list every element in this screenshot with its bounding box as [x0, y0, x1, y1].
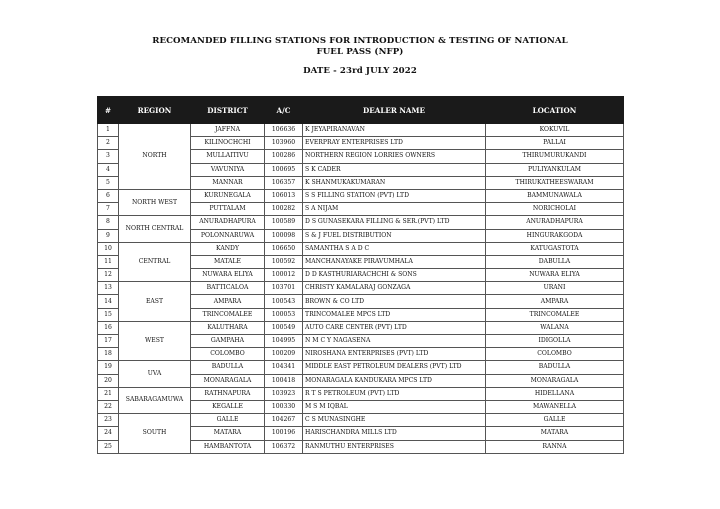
district-cell: MULLAITIVU: [191, 150, 265, 163]
row-number: 7: [98, 203, 119, 216]
location-cell: HINGURAKGODA: [486, 229, 624, 242]
district-cell: KILINOCHCHI: [191, 137, 265, 150]
region-cell: SABARAGAMUWA: [119, 387, 191, 413]
table-row: [98, 124, 624, 137]
ac-cell: 100282: [265, 203, 303, 216]
district-cell: HAMBANTOTA: [191, 440, 265, 453]
row-number: 23: [98, 414, 119, 427]
ac-cell: 100053: [265, 308, 303, 321]
location-cell: THIRUMURUKANDI: [486, 150, 624, 163]
dealer-name-cell: S A NIJAM: [303, 203, 486, 216]
ac-cell: 106013: [265, 189, 303, 202]
region-cell: SOUTH: [119, 414, 191, 454]
location-cell: IDIGOLLA: [486, 335, 624, 348]
row-number: 4: [98, 163, 119, 176]
location-cell: URANI: [486, 282, 624, 295]
region-cell: NORTH CENTRAL: [119, 216, 191, 242]
location-cell: BADULLA: [486, 361, 624, 374]
row-number: 6: [98, 189, 119, 202]
dealer-name-cell: R T S PETROLEUM (PVT) LTD: [303, 387, 486, 400]
district-cell: MONARAGALA: [191, 374, 265, 387]
district-cell: GAMPAHA: [191, 335, 265, 348]
table-body: [98, 124, 624, 454]
row-number: 18: [98, 348, 119, 361]
row-number: 19: [98, 361, 119, 374]
row-number: 3: [98, 150, 119, 163]
dealer-name-cell: AUTO CARE CENTER (PVT) LTD: [303, 321, 486, 334]
region-cell: NORTH: [119, 124, 191, 190]
document-title-line2: FUEL PASS (NFP): [316, 47, 404, 57]
district-cell: JAFFNA: [191, 124, 265, 137]
dealer-name-cell: NORTHERN REGION LORRIES OWNERS: [303, 150, 486, 163]
dealer-name-cell: HARISCHANDRA MILLS LTD: [303, 427, 486, 440]
header-region: REGION: [119, 97, 191, 124]
location-cell: NORICHOLAI: [486, 203, 624, 216]
ac-cell: 106357: [265, 176, 303, 189]
ac-cell: 100012: [265, 269, 303, 282]
district-cell: PUTTALAM: [191, 203, 265, 216]
district-cell: KEGALLE: [191, 400, 265, 413]
table-row: [98, 361, 624, 374]
district-cell: TRINCOMALEE: [191, 308, 265, 321]
district-cell: BADULLA: [191, 361, 265, 374]
location-cell: AMPARA: [486, 295, 624, 308]
ac-cell: 104267: [265, 414, 303, 427]
ac-cell: 103960: [265, 137, 303, 150]
ac-cell: 100549: [265, 321, 303, 334]
ac-cell: 104995: [265, 335, 303, 348]
district-cell: MANNAR: [191, 176, 265, 189]
document-date: DATE - 23rd JULY 2022: [303, 66, 417, 76]
location-cell: DABULLA: [486, 255, 624, 268]
row-number: 24: [98, 427, 119, 440]
dealer-name-cell: RANMUTHU ENTERPRISES: [303, 440, 486, 453]
location-cell: MONARAGALA: [486, 374, 624, 387]
header-dealer-name: DEALER NAME: [303, 97, 486, 124]
ac-cell: 100209: [265, 348, 303, 361]
ac-cell: 100543: [265, 295, 303, 308]
district-cell: AMPARA: [191, 295, 265, 308]
dealer-name-cell: K SHANMUKAKUMARAN: [303, 176, 486, 189]
dealer-name-cell: EVERPRAY ENTERPRISES LTD: [303, 137, 486, 150]
row-number: 15: [98, 308, 119, 321]
location-cell: GALLE: [486, 414, 624, 427]
row-number: 22: [98, 400, 119, 413]
row-number: 10: [98, 242, 119, 255]
row-number: 1: [98, 124, 119, 137]
location-cell: ANURADHAPURA: [486, 216, 624, 229]
region-cell: NORTH WEST: [119, 189, 191, 215]
location-cell: THIRUKATHEESWARAM: [486, 176, 624, 189]
filling-stations-table: [97, 96, 624, 454]
location-cell: MAWANELLA: [486, 400, 624, 413]
dealer-name-cell: S & J FUEL DISTRIBUTION: [303, 229, 486, 242]
location-cell: KATUGASTOTA: [486, 242, 624, 255]
dealer-name-cell: N M C Y NAGASENA: [303, 335, 486, 348]
row-number: 11: [98, 255, 119, 268]
district-cell: MATARA: [191, 427, 265, 440]
dealer-name-cell: MIDDLE EAST PETROLEUM DEALERS (PVT) LTD: [303, 361, 486, 374]
location-cell: PULIYANKULAM: [486, 163, 624, 176]
dealer-name-cell: K JEYAPIRANAVAN: [303, 124, 486, 137]
ac-cell: 103701: [265, 282, 303, 295]
ac-cell: 104341: [265, 361, 303, 374]
row-number: 2: [98, 137, 119, 150]
header-location: LOCATION: [486, 97, 624, 124]
header-row: [98, 97, 624, 124]
dealer-name-cell: C S MUNASINGHE: [303, 414, 486, 427]
district-cell: KANDY: [191, 242, 265, 255]
table-row: [98, 387, 624, 400]
table-row: [98, 242, 624, 255]
region-cell: EAST: [119, 282, 191, 322]
location-cell: NUWARA ELIYA: [486, 269, 624, 282]
dealer-name-cell: BROWN & CO LTD: [303, 295, 486, 308]
row-number: 13: [98, 282, 119, 295]
ac-cell: 100286: [265, 150, 303, 163]
table-row: [98, 321, 624, 334]
ac-cell: 100695: [265, 163, 303, 176]
row-number: 17: [98, 335, 119, 348]
row-number: 20: [98, 374, 119, 387]
dealer-name-cell: NIROSHANA ENTERPRISES (PVT) LTD: [303, 348, 486, 361]
district-cell: MATALE: [191, 255, 265, 268]
header-number: #: [98, 97, 119, 124]
dealer-name-cell: M S M IQBAL: [303, 400, 486, 413]
location-cell: RANNA: [486, 440, 624, 453]
district-cell: NUWARA ELIYA: [191, 269, 265, 282]
location-cell: HIDELLANA: [486, 387, 624, 400]
district-cell: VAVUNIYA: [191, 163, 265, 176]
region-cell: WEST: [119, 321, 191, 361]
district-cell: BATTICALOA: [191, 282, 265, 295]
ac-cell: 100196: [265, 427, 303, 440]
location-cell: KOKUVIL: [486, 124, 624, 137]
district-cell: COLOMBO: [191, 348, 265, 361]
row-number: 12: [98, 269, 119, 282]
dealer-name-cell: TRINCOMALEE MPCS LTD: [303, 308, 486, 321]
location-cell: BAMMUNAWALA: [486, 189, 624, 202]
district-cell: RATHNAPURA: [191, 387, 265, 400]
dealer-name-cell: CHRISTY KAMALARAJ GONZAGA: [303, 282, 486, 295]
location-cell: MATARA: [486, 427, 624, 440]
row-number: 21: [98, 387, 119, 400]
district-cell: ANURADHAPURA: [191, 216, 265, 229]
document-title-line1: RECOMANDED FILLING STATIONS FOR INTRODUCTION & TESTING OF NATIONAL: [152, 36, 568, 46]
ac-cell: 106650: [265, 242, 303, 255]
table-header: [98, 97, 624, 124]
ac-cell: 100592: [265, 255, 303, 268]
ac-cell: 106636: [265, 124, 303, 137]
location-cell: TRINCOMALEE: [486, 308, 624, 321]
table-row: [98, 216, 624, 229]
row-number: 8: [98, 216, 119, 229]
location-cell: PALLAI: [486, 137, 624, 150]
row-number: 9: [98, 229, 119, 242]
row-number: 5: [98, 176, 119, 189]
ac-cell: 103923: [265, 387, 303, 400]
row-number: 16: [98, 321, 119, 334]
district-cell: POLONNARUWA: [191, 229, 265, 242]
dealer-name-cell: MANCHANAYAKE PIRAVUMHALA: [303, 255, 486, 268]
table-row: [98, 414, 624, 427]
region-cell: CENTRAL: [119, 242, 191, 282]
region-cell: UVA: [119, 361, 191, 387]
ac-cell: 100589: [265, 216, 303, 229]
district-cell: GALLE: [191, 414, 265, 427]
district-cell: KURUNEGALA: [191, 189, 265, 202]
row-number: 25: [98, 440, 119, 453]
dealer-name-cell: SAMANTHA S A D C: [303, 242, 486, 255]
table-row: [98, 189, 624, 202]
location-cell: WALANA: [486, 321, 624, 334]
ac-cell: 100098: [265, 229, 303, 242]
row-number: 14: [98, 295, 119, 308]
dealer-name-cell: S K CADER: [303, 163, 486, 176]
dealer-name-cell: D D KASTHURIARACHCHI & SONS: [303, 269, 486, 282]
ac-cell: 100418: [265, 374, 303, 387]
header-ac: A/C: [265, 97, 303, 124]
header-district: DISTRICT: [191, 97, 265, 124]
dealer-name-cell: S S FILLING STATION (PVT) LTD: [303, 189, 486, 202]
table-row: [98, 282, 624, 295]
location-cell: COLOMBO: [486, 348, 624, 361]
ac-cell: 100330: [265, 400, 303, 413]
dealer-name-cell: D S GUNASEKARA FILLING & SER.(PVT) LTD: [303, 216, 486, 229]
district-cell: KALUTHARA: [191, 321, 265, 334]
dealer-name-cell: MONARAGALA KANDUKARA MPCS LTD: [303, 374, 486, 387]
ac-cell: 106372: [265, 440, 303, 453]
